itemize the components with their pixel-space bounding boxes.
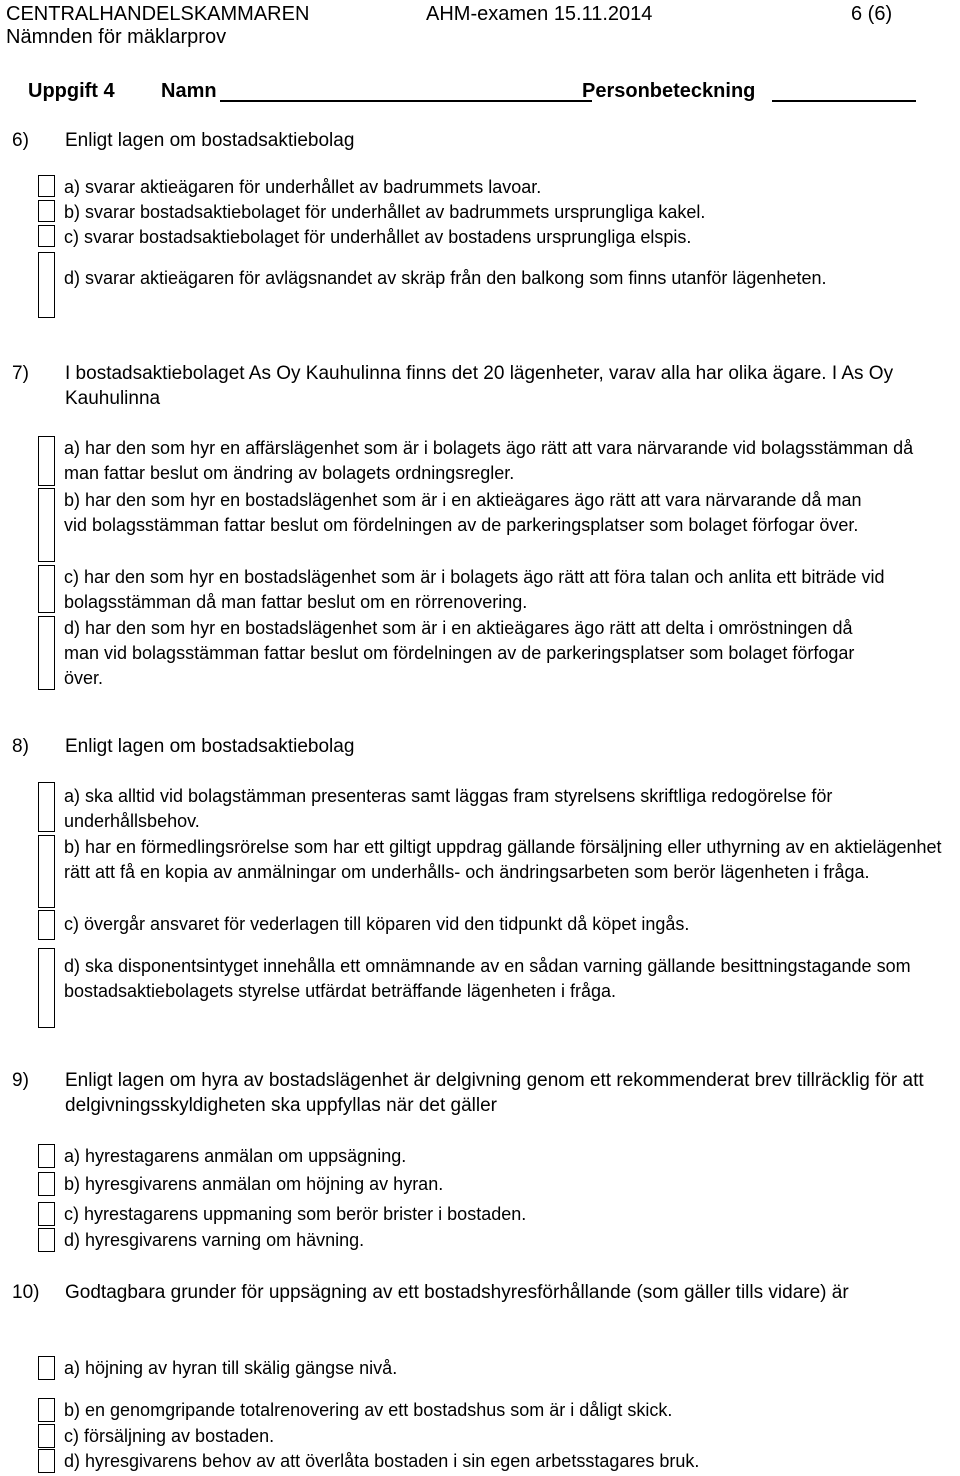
answer-option: b) hyresgivarens anmälan om höjning av hyran. [64, 1174, 444, 1194]
answer-checkbox[interactable] [38, 1424, 55, 1448]
question-number: 6) [12, 130, 29, 151]
answer-option: c) övergår ansvaret för vederlagen till köparen vid den tidpunkt då köpet ingås. [64, 914, 690, 934]
question-text: I bostadsaktiebolaget As Oy Kauhulinna finns det 20 lägenheter, varav alla har olika ägare. I As Oy Kauhulinna [65, 363, 894, 409]
task-label: Uppgift 4 [28, 80, 115, 102]
answer-checkbox[interactable] [38, 1172, 55, 1196]
answer-option: d) har den som hyr en bostadslägenhet som är i en aktieägares ägo rätt att delta i omröstningen då man vid bolagsstämman fattar beslut om fördelningen av de parkeringsplatser som bolaget förfogar över. [64, 618, 855, 688]
name-line[interactable] [220, 100, 592, 102]
answer-option: d) hyresgivarens behov av att överlåta bostaden i sin egen arbetsstagares bruk. [64, 1451, 700, 1471]
answer-checkbox[interactable] [38, 225, 55, 247]
header-board: Nämnden för mäklarprov [6, 26, 227, 48]
answer-checkbox[interactable] [38, 436, 55, 486]
question-text: Enligt lagen om bostadsaktiebolag [65, 736, 355, 757]
answer-checkbox[interactable] [38, 488, 55, 562]
header-exam: AHM-examen 15.11.2014 [426, 3, 653, 25]
header-page: 6 (6) [851, 3, 893, 25]
answer-option: a) hyrestagarens anmälan om uppsägning. [64, 1146, 407, 1166]
answer-option: b) har den som hyr en bostadslägenhet som är i en aktieägares ägo rätt att vara närvarande då man vid bolagsstämman fattar beslut om fördelningen av de parkeringsplatser som bolaget förfogar över. [64, 490, 862, 535]
answer-checkbox[interactable] [38, 1202, 55, 1226]
answer-checkbox[interactable] [38, 835, 55, 908]
answer-option: a) höjning av hyran till skälig gängse nivå. [64, 1358, 398, 1378]
id-label: Personbeteckning [582, 80, 756, 102]
answer-option: d) hyresgivarens varning om hävning. [64, 1230, 365, 1250]
question-number: 10) [12, 1282, 40, 1303]
id-line[interactable] [772, 100, 916, 102]
answer-checkbox[interactable] [38, 175, 55, 197]
answer-option: c) svarar bostadsaktiebolaget för underhållet av bostadens ursprungliga elspis. [64, 227, 692, 247]
answer-checkbox[interactable] [38, 1228, 55, 1252]
task-row [28, 80, 928, 106]
question-text: Enligt lagen om bostadsaktiebolag [65, 130, 355, 151]
answer-option: a) har den som hyr en affärslägenhet som är i bolagets ägo rätt att vara närvarande vid bolagsstämman då man fattar beslut om ändring av bolagets ordningsregler. [64, 438, 914, 483]
question-number: 7) [12, 363, 29, 384]
answer-checkbox[interactable] [38, 910, 55, 940]
question-text: Godtagbara grunder för uppsägning av ett bostadshyresförhållande (som gäller tills vidare) är [65, 1282, 849, 1303]
answer-checkbox[interactable] [38, 1398, 55, 1422]
answer-checkbox[interactable] [38, 252, 55, 318]
answer-option: b) en genomgripande totalrenovering av ett bostadshus som är i dåligt skick. [64, 1400, 673, 1420]
answer-checkbox[interactable] [38, 565, 55, 613]
answer-checkbox[interactable] [38, 1356, 55, 1380]
answer-option: b) svarar bostadsaktiebolaget för underhållet av badrummets ursprungliga kakel. [64, 202, 706, 222]
question-text: Enligt lagen om hyra av bostadslägenhet är delgivning genom ett rekommenderat brev tillräcklig för att delgivningsskyldigheten ska uppfyllas när det gäller [65, 1070, 924, 1116]
answer-checkbox[interactable] [38, 948, 55, 1028]
answer-checkbox[interactable] [38, 782, 55, 832]
answer-option: a) ska alltid vid bolagstämman presenteras samt läggas fram styrelsens skriftliga redogörelse för underhållsbehov. [64, 786, 833, 831]
answer-option: c) hyrestagarens uppmaning som berör brister i bostaden. [64, 1204, 527, 1224]
answer-option: a) svarar aktieägaren för underhållet av badrummets lavoar. [64, 177, 542, 197]
question-number: 8) [12, 736, 29, 757]
answer-checkbox[interactable] [38, 1144, 55, 1168]
name-label: Namn [161, 80, 217, 102]
answer-option: d) ska disponentsintyget innehålla ett omnämnande av en sådan varning gällande besittningstagande som bostadsaktiebolagets styrelse utfärdat beträffande lägenheten i fråga. [64, 956, 911, 1001]
answer-checkbox[interactable] [38, 1449, 55, 1473]
header-org: CENTRALHANDELSKAMMAREN [6, 3, 310, 25]
answer-option: c) försäljning av bostaden. [64, 1426, 275, 1446]
answer-checkbox[interactable] [38, 200, 55, 222]
answer-option: c) har den som hyr en bostadslägenhet som är i bolagets ägo rätt att föra talan och anlita ett biträde vid bolagsstämman då man fattar beslut om en rörrenovering. [64, 567, 885, 612]
answer-option: d) svarar aktieägaren för avlägsnandet av skräp från den balkong som finns utanför lägenheten. [64, 268, 827, 288]
answer-checkbox[interactable] [38, 616, 55, 690]
question-number: 9) [12, 1070, 29, 1091]
answer-option: b) har en förmedlingsrörelse som har ett giltigt uppdrag gällande försäljning eller uthyrning av en aktielägenhet rätt att få en kopia av anmälningar om underhålls- och ändringsarbeten som berör lägenheten i fråga. [64, 837, 942, 882]
